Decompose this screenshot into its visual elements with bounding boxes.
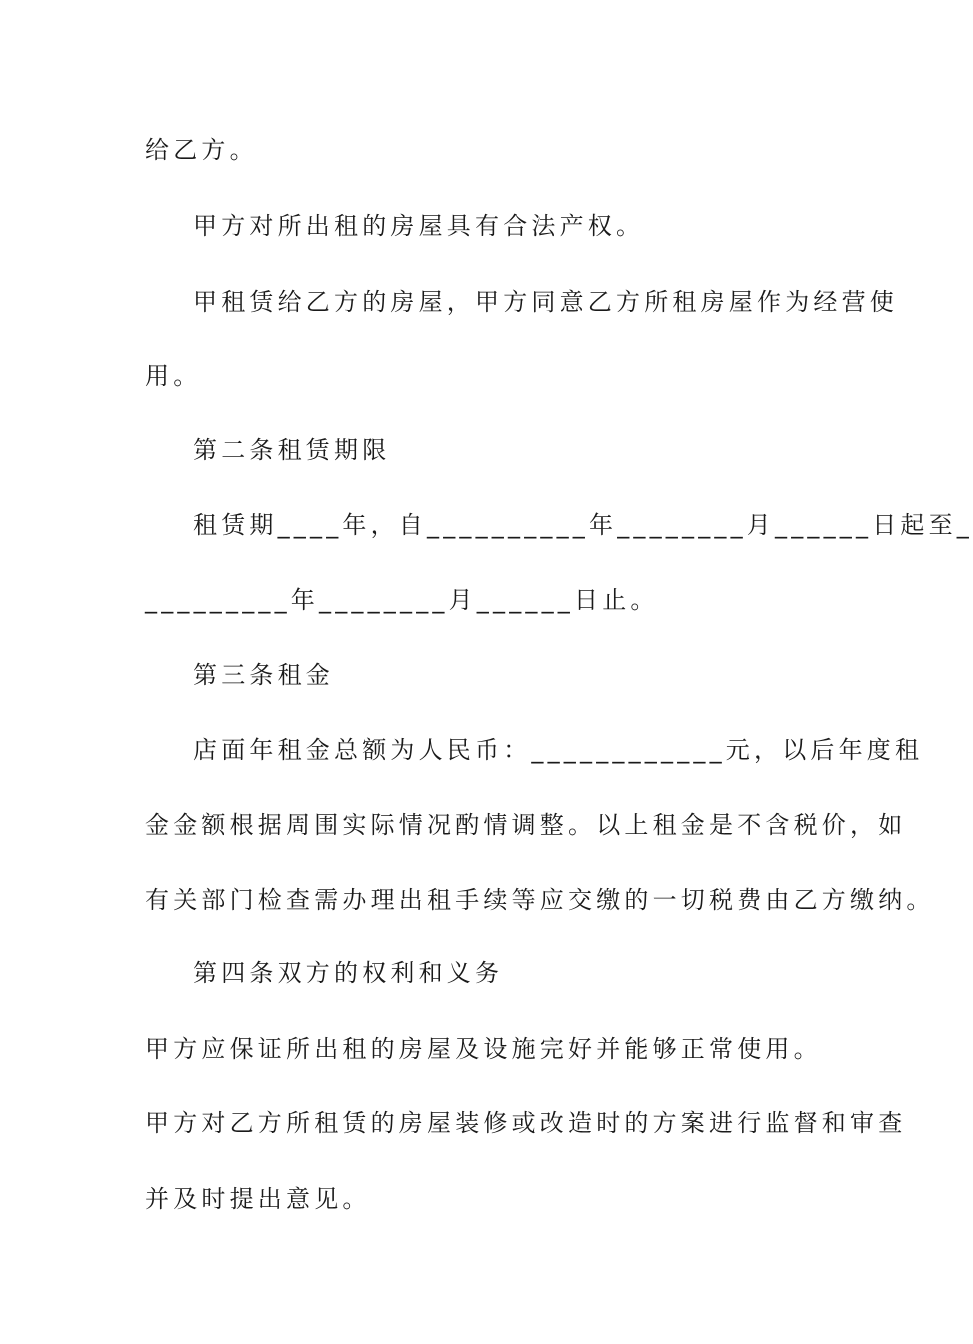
text-line: 给乙方。 xyxy=(145,136,258,164)
paragraph-line: 甲租赁给乙方的房屋，甲方同意乙方所租房屋作为经营使 xyxy=(193,288,898,316)
section-heading: 第二条租赁期限 xyxy=(193,436,391,464)
section-heading: 第三条租金 xyxy=(193,661,334,689)
paragraph-line: 甲方对所出租的房屋具有合法产权。 xyxy=(193,212,645,240)
text-line: 有关部门检查需办理出租手续等应交缴的一切税费由乙方缴纳。 xyxy=(145,886,935,914)
text-line: 用。 xyxy=(145,362,202,390)
text-line: 并及时提出意见。 xyxy=(145,1185,371,1213)
text-line: 甲方应保证所出租的房屋及设施完好并能够正常使用。 xyxy=(145,1035,822,1063)
text-line: 甲方对乙方所租赁的房屋装修或改造时的方案进行监督和审查 xyxy=(145,1109,907,1137)
paragraph-line: 店面年租金总额为人民币：____________元，以后年度租 xyxy=(193,736,924,764)
section-heading: 第四条双方的权利和义务 xyxy=(193,959,504,987)
text-line: 金金额根据周围实际情况酌情调整。以上租金是不含税价，如 xyxy=(145,811,907,839)
paragraph-line: 租赁期____年，自__________年________月______日起至_ xyxy=(193,511,973,539)
text-line: _________年________月______日止。 xyxy=(145,586,659,614)
